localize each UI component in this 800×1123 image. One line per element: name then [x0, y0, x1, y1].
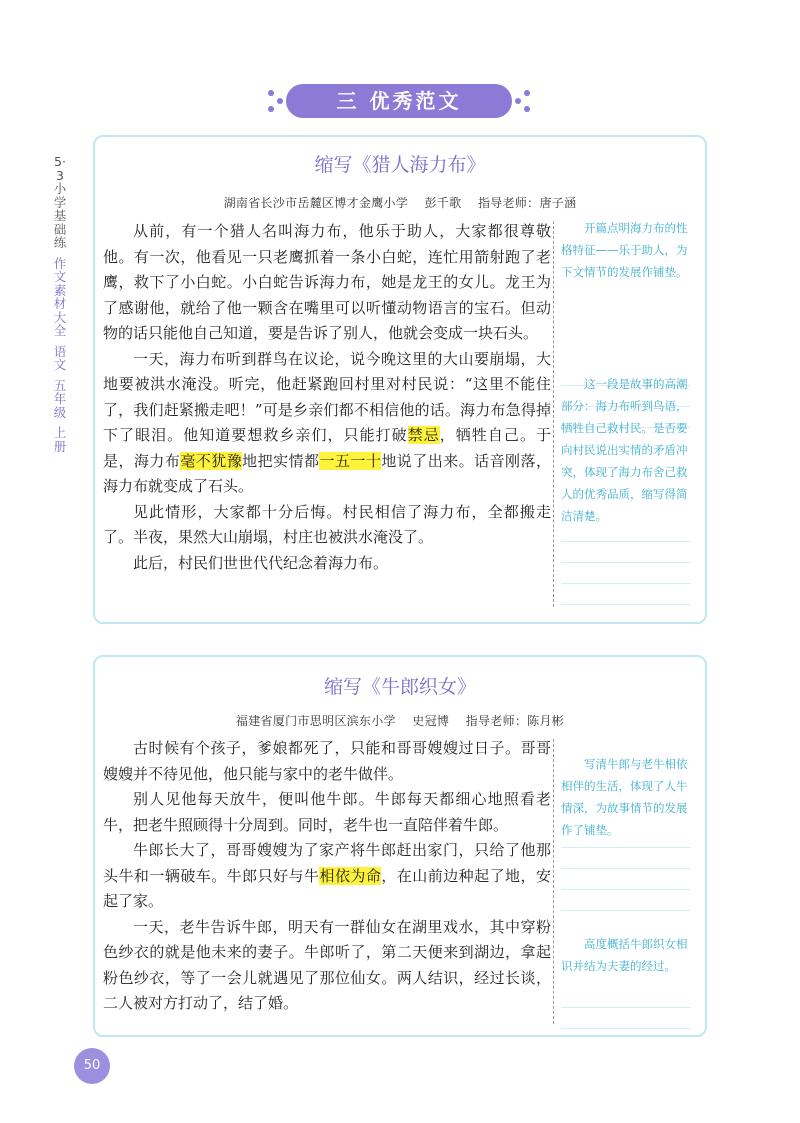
margin-note: 开篇点明海力布的性格特征——乐于助人，为下文情节的发展作铺垫。 — [561, 221, 688, 279]
essay-title: 缩写《猎人海力布》 — [314, 154, 486, 176]
subject-label: 语文 — [53, 343, 67, 372]
teacher-name: 指导老师：唐子涵 — [477, 196, 577, 210]
essay-byline — [95, 194, 705, 211]
school-name: 湖南省长沙市岳麓区博才金鹰小学 — [223, 196, 409, 210]
author-name: 彭千歌 — [424, 196, 462, 210]
paragraph: 牛郎长大了，哥哥嫂嫂为了家产将牛郎赶出家门，只给了他那头牛和一辆破车。牛郎只好与牛相依为命，在山前边种起了地，安起了家。 — [103, 841, 551, 910]
margin-note: 高度概括牛郎织女相识并结为夫妻的经过。 — [561, 937, 688, 973]
teacher-name: 指导老师：陈月彬 — [465, 714, 565, 728]
school-name: 福建省厦门市思明区滨东小学 — [235, 714, 396, 728]
paragraph: 见此情形，大家都十分后悔。村民相信了海力布，全都搬走了。半夜，果然大山崩塌，村庄也被洪水淹没了。 — [103, 502, 551, 546]
notes-divider — [553, 739, 554, 1024]
book-title-label: 作文素材大全 — [53, 255, 67, 338]
page-number: 50 — [74, 1048, 110, 1084]
paragraph: 一天，海力布听到群鸟在议论，说今晚这里的大山要崩塌，大地要被洪水淹没。听完，他赶紧跑回村里对村民说：“这里不能住了，我们赶紧搬走吧！”可是乡亲们都不相信他的话。海力布急得掉下了眼泪。他知道要想救乡亲们，只能打破禁忌，牺牲自己。于是，海力布毫不犹豫地把实情都一五一十地说了出来。话音刚落，海力布就变成了石头。 — [103, 349, 551, 495]
grade-label: 五年级 — [53, 377, 67, 420]
highlighted-word: 毫不犹豫 — [180, 451, 243, 470]
margin-note: 这一段是故事的高潮部分：海力布听到鸟语，牺牲自己救村民。是否要向村民说出实情的矛盾冲突，体现了海力布舍己救人的优秀品质，缩写得简洁清楚。 — [561, 377, 688, 523]
highlighted-word: 一五一十 — [319, 451, 382, 470]
notes-divider — [553, 221, 554, 607]
book-sidebar — [52, 155, 68, 460]
note-ruled-lines — [561, 521, 691, 605]
section-title: 三 优秀范文 — [336, 89, 462, 113]
essay-body — [103, 736, 551, 1017]
highlighted-word: 禁忌 — [407, 426, 440, 444]
term-label: 上册 — [53, 425, 67, 454]
essay-card-2 — [93, 655, 707, 1037]
paragraph: 从前，有一个猎人名叫海力布，他乐于助人，大家都很尊敬他。有一次，他看见一只老鹰抓着一条小白蛇，连忙用箭射跑了老鹰，救下了小白蛇。小白蛇告诉海力布，她是龙王的女儿。龙王为了感谢他，就给了他一颗含在嘴里可以听懂动物语言的宝石。但动物的话只能他自己知道，要是告诉了别人，他就会变成一块石头。 — [103, 222, 551, 342]
margin-note: 写清牛郎与老牛相依相伴的生活，体现了人牛情深，为故事情节的发展作了铺垫。 — [561, 757, 688, 837]
paragraph: 别人见他每天放牛，便叫他牛郎。牛郎每天都细心地照看老牛，把老牛照顾得十分周到。同时，老牛也一直陪伴着牛郎。 — [103, 790, 551, 834]
essay-title: 缩写《牛郎织女》 — [323, 676, 476, 698]
note-ruled-lines — [561, 987, 691, 1029]
essay-byline — [95, 712, 705, 729]
paragraph: 此后，村民们世世代代纪念着海力布。 — [133, 553, 389, 572]
essay-card-1 — [93, 135, 707, 624]
paragraph: 古时候有个孩子，爹娘都死了，只能和哥哥嫂嫂过日子。哥哥嫂嫂并不待见他，他只能与家中的老牛做伴。 — [103, 739, 551, 783]
author-name: 史冠博 — [412, 714, 450, 728]
brand-label: 5·3小学基础练 — [53, 154, 67, 250]
highlighted-word: 相依为命 — [319, 866, 382, 885]
section-banner — [268, 84, 530, 118]
essay-body — [103, 219, 551, 576]
paragraph: 一天，老牛告诉牛郎，明天有一群仙女在湖里戏水，其中穿粉色纱衣的就是他未来的妻子。牛郎听了，第二天便来到湖边，拿起粉色纱衣，等了一会儿就遇见了那位仙女。两人结识，经过长谈，二人被对方打动了，结了婚。 — [103, 917, 551, 1012]
